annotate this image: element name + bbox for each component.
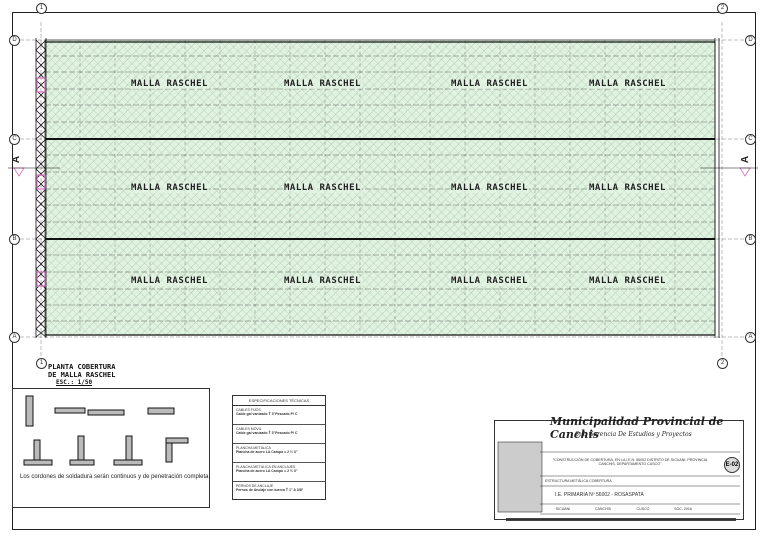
municipality-name: Municipalidad Provincial de Canchis [550,415,724,441]
weld-details-box [12,388,210,508]
spec-label: PLANCHA METÁLICA [236,446,271,450]
axis-bubble-b-right: B [745,234,756,245]
roof-label: MALLA RASCHEL [284,183,361,193]
roof-label: MALLA RASCHEL [131,183,208,193]
location-province: CANCHIS [594,507,612,511]
spec-value: Pernos de Anclaje con tuerca Ť 1" A 3/8" [236,488,304,492]
location-department: CUSCO [636,507,650,511]
spec-label: CABLES MÓVIL [236,427,262,431]
roof-label: MALLA RASCHEL [131,79,208,89]
axis-bubble-c-left: C [9,134,20,145]
roof-label: MALLA RASCHEL [284,276,361,286]
spec-label: PLANCHA METÁLICA EN ANCLAJES [236,465,296,469]
specifications-table [232,395,326,500]
weld-note: Los cordones de soldadura serán continuos y de penetración completa [20,474,209,480]
section-marker-left: A [11,155,23,164]
spec-value: Plancha de acero LA Campo = 2 ½ 3" [236,469,298,473]
location-date: SOC. 2016 [674,507,692,511]
location-district: SICUANI [555,507,571,511]
spec-value: Plancha de acero LA Campo = 2 ½ 3" [236,450,298,454]
spec-value: Cable gal vanizado Ť 3"Pescado P/ C [236,431,298,435]
spec-row [233,463,325,482]
spec-row [233,482,325,500]
spec-label: PERNOS DE ANCLAJE [236,484,274,488]
project-name: "CONSTRUCCIÓN DE COBERTURA, EN LA I.E.N. 56002 DISTRITO DE SICUANI, PROVINCIA CANCHIS, DEPARTAMENTO CUSCO" [552,458,708,466]
drawing-content: ESTRUCTURA METÁLICA COBERTURA [545,479,612,483]
department-name: Sub Gerencia De Estudios y Proyectos [575,431,692,438]
plan-title-line1: PLANTA COBERTURA [48,363,116,371]
axis-bubble-1-top: 1 [36,3,47,14]
axis-bubble-a-left: A [9,332,20,343]
sheet-number: E-02 [724,457,740,473]
roof-label: MALLA RASCHEL [451,79,528,89]
roof-label: MALLA RASCHEL [589,183,666,193]
spec-row [233,425,325,444]
axis-bubble-c-right: C [745,134,756,145]
spec-label: CABLES FIJOS [236,408,261,412]
plan-title [48,363,115,379]
roof-label: MALLA RASCHEL [451,276,528,286]
axis-bubble-a-right: A [745,332,756,343]
axis-bubble-2-top: 2 [717,3,728,14]
axis-bubble-d-left: D [9,35,20,46]
axis-bubble-b-left: B [9,234,20,245]
spec-value: Cable gal vanizado Ť 3"Pescado P/ C [236,412,298,416]
plan-scale: ESC.: 1/50 [56,379,93,386]
school-name: I.E. PRIMARIA Nº 56002 - ROSASPATA [555,492,644,498]
specifications-title: ESPECIFICACIONES TÉCNICAS [233,396,325,406]
axis-bubble-2-bottom: 2 [717,358,728,369]
spec-row [233,406,325,425]
spec-row [233,444,325,463]
roof-label: MALLA RASCHEL [589,276,666,286]
roof-label: MALLA RASCHEL [284,79,361,89]
roof-label: MALLA RASCHEL [131,276,208,286]
roof-label: MALLA RASCHEL [589,79,666,89]
roof-label: MALLA RASCHEL [451,183,528,193]
plan-title-line2: DE MALLA RASCHEL [48,371,116,379]
section-marker-right: A [740,155,752,164]
axis-bubble-d-right: D [745,35,756,46]
axis-bubble-1-bottom: 1 [36,358,47,369]
